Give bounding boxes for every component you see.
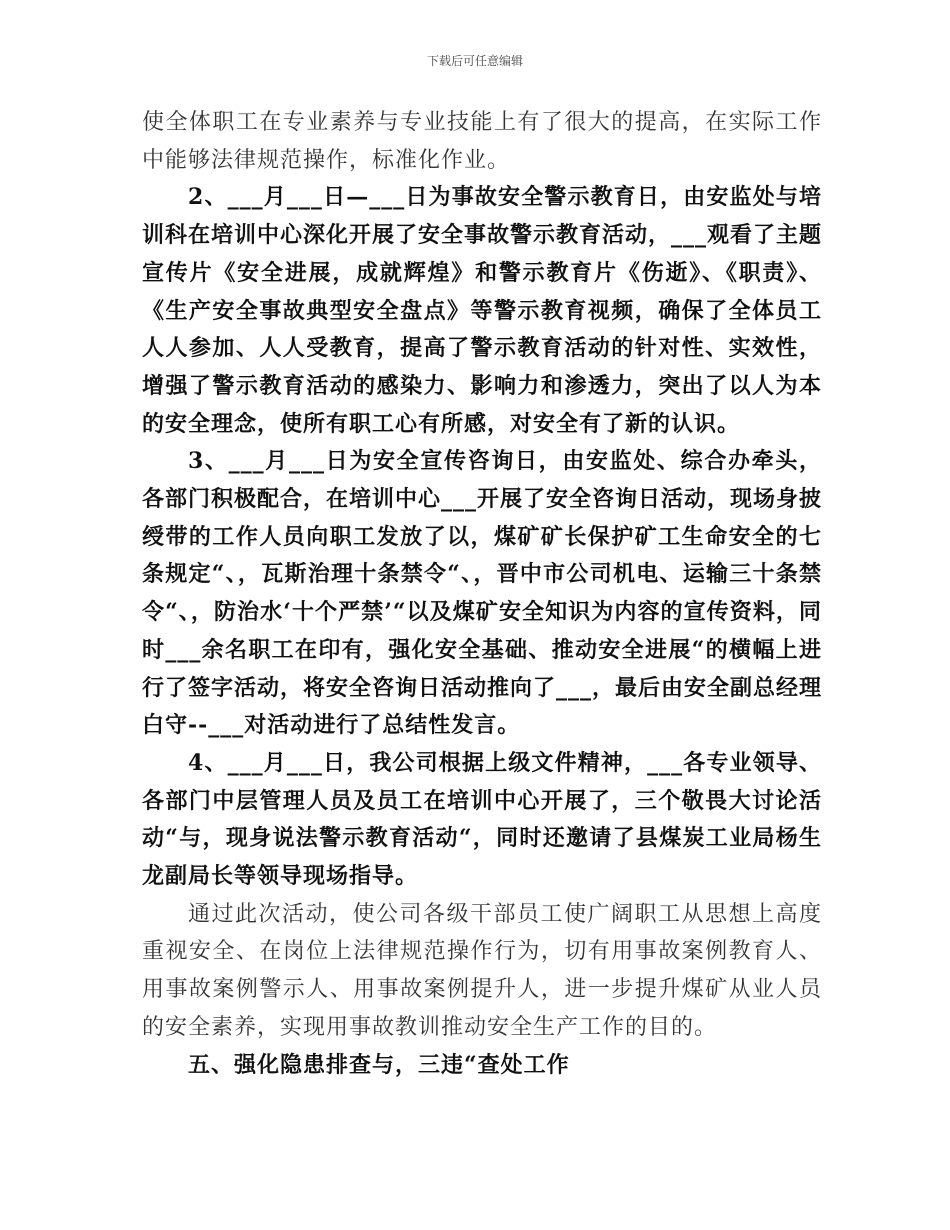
paragraph: 使全体职工在专业素养与专业技能上有了很大的提高，在实际工作中能够法律规范操作，标准化作业。 <box>142 110 822 173</box>
paragraph: 3、___月___日为安全宣传咨询日，由安监处、综合办牵头，各部门积极配合，在培训中心___开展了安全咨询日活动，现场身披绶带的工作人员向职工发放了以，煤矿矿长保护矿工生命安全的七条规定“、，瓦斯治理十条禁令“、，晋中市公司机电、运输三十条禁令“、，防治水‘十个严禁’“以及煤矿安全知识为内容的宣传资料，同时___余名职工在印有，强化安全基础、推动安全进展“的横幅上进行了签字活动，将安全咨询日活动推向了___，最后由安全副总经理白守--___对活动进行了总结性发言。 <box>142 448 823 739</box>
paragraph: 通过此次活动，使公司各级干部员工使广阔职工从思想上高度重视安全、在岗位上法律规范操作行为，切有用事故案例教育人、用事故案例警示人、用事故案例提升人，进一步提升煤矿从业人员的安全素养，实现用事故教训推动安全生产工作的目的。 <box>142 901 822 1040</box>
document-body <box>142 104 822 1084</box>
paragraph: 4、___月___日，我公司根据上级文件精神，___各专业领导、各部门中层管理人员及员工在培训中心开展了，三个敬畏大讨论活动“与，现身说法警示教育活动“，同时还邀请了县煤炭工业局杨生龙副局长等领导现场指导。 <box>142 749 822 890</box>
paragraph: 2、___月___日—___日为事故安全警示教育日，由安监处与培训科在培训中心深化开展了安全事故警示教育活动，___观看了主题宣传片《安全进展，成就辉煌》和警示教育片《伤逝》、《职责》、《生产安全事故典型安全盘点》等警示教育视频，确保了全体员工人人参加、人人受教育，提高了警示教育活动的针对性、实效性，增强了警示教育活动的感染力、影响力和渗透力，突出了以人为本的安全理念，使所有职工心有所感，对安全有了新的认识。 <box>142 184 823 437</box>
page-header: 下载后可任意编辑 <box>426 54 523 68</box>
section-heading: 五、强化隐患排查与，三违“查处工作 <box>188 1051 570 1078</box>
